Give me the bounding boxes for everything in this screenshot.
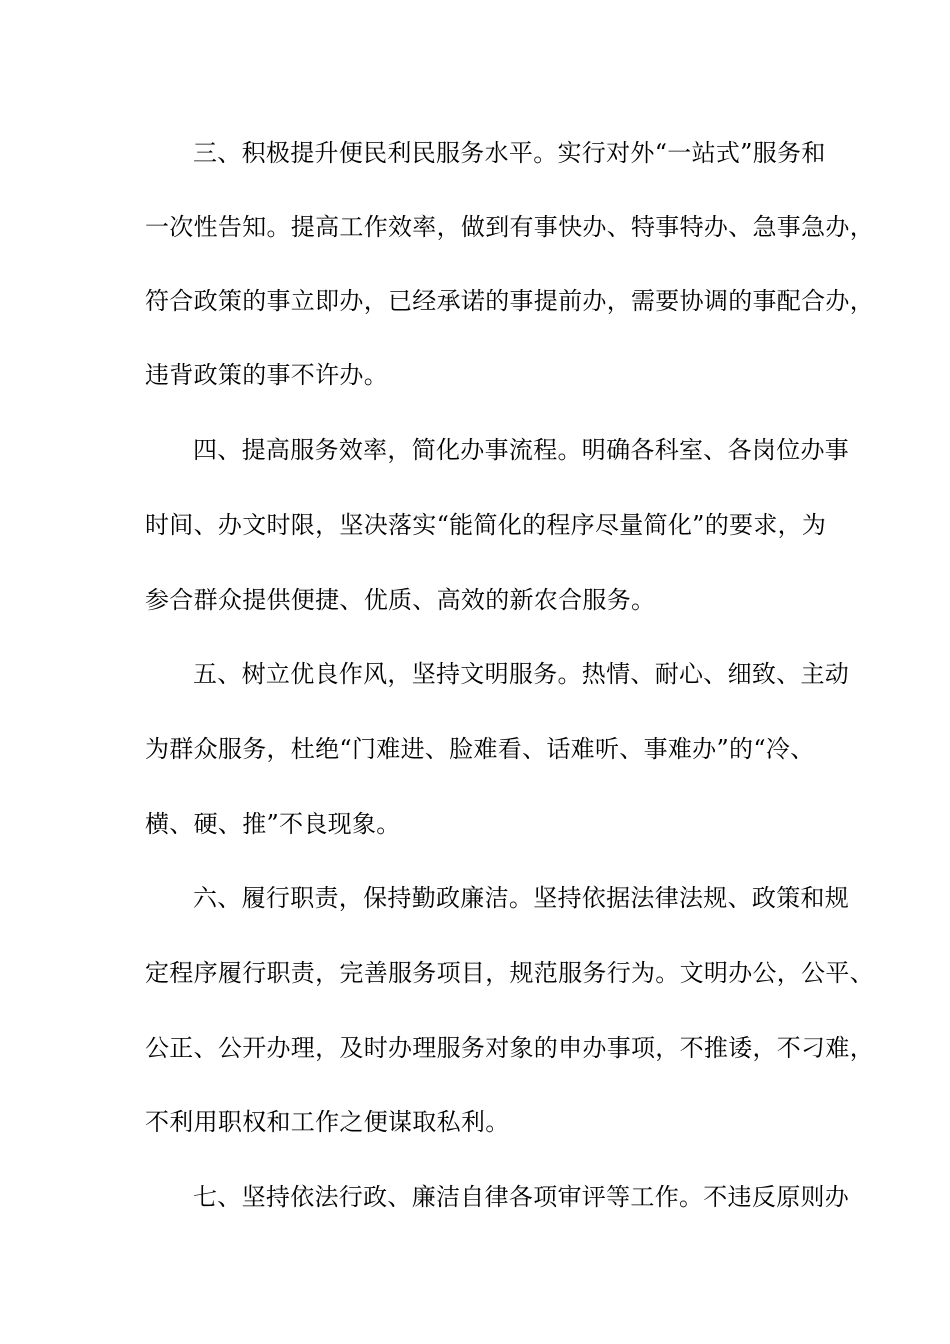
paragraph-5-line-3: 横、硬、推”不良现象。: [145, 810, 401, 838]
paragraph-6-line-2: 定程序履行职责，完善服务项目，规范服务行为。文明办公，公平、: [145, 959, 874, 987]
paragraph-3-line-3: 符合政策的事立即办，已经承诺的事提前办，需要协调的事配合办，: [145, 287, 874, 315]
paragraph-4-line-2: 时间、办文时限，坚决落实“能简化的程序尽量简化”的要求，为: [145, 511, 827, 539]
paragraph-7-line-1: 七、坚持依法行政、廉洁自律各项审评等工作。不违反原则办: [193, 1183, 850, 1211]
paragraph-6-line-4: 不利用职权和工作之便谋取私利。: [145, 1108, 510, 1136]
paragraph-6-line-3: 公正、公开办理，及时办理服务对象的申办事项，不推诿，不刁难，: [145, 1034, 874, 1062]
paragraph-3-line-1: 三、积极提升便民利民服务水平。实行对外“一站式”服务和: [193, 139, 826, 167]
paragraph-4-line-1: 四、提高服务效率，简化办事流程。明确各科室、各岗位办事: [193, 436, 850, 464]
paragraph-5-line-1: 五、树立优良作风，坚持文明服务。热情、耐心、细致、主动: [193, 660, 850, 688]
paragraph-5-line-2: 为群众服务，杜绝“门难进、脸难看、话难听、事难办”的“冷、: [145, 735, 815, 763]
paragraph-4-line-3: 参合群众提供便捷、优质、高效的新农合服务。: [145, 586, 656, 614]
paragraph-3-line-4: 违背政策的事不许办。: [145, 361, 388, 389]
paragraph-6-line-1: 六、履行职责，保持勤政廉洁。坚持依据法律法规、政策和规: [193, 884, 850, 912]
paragraph-3-line-2: 一次性告知。提高工作效率，做到有事快办、特事特办、急事急办，: [145, 213, 874, 241]
